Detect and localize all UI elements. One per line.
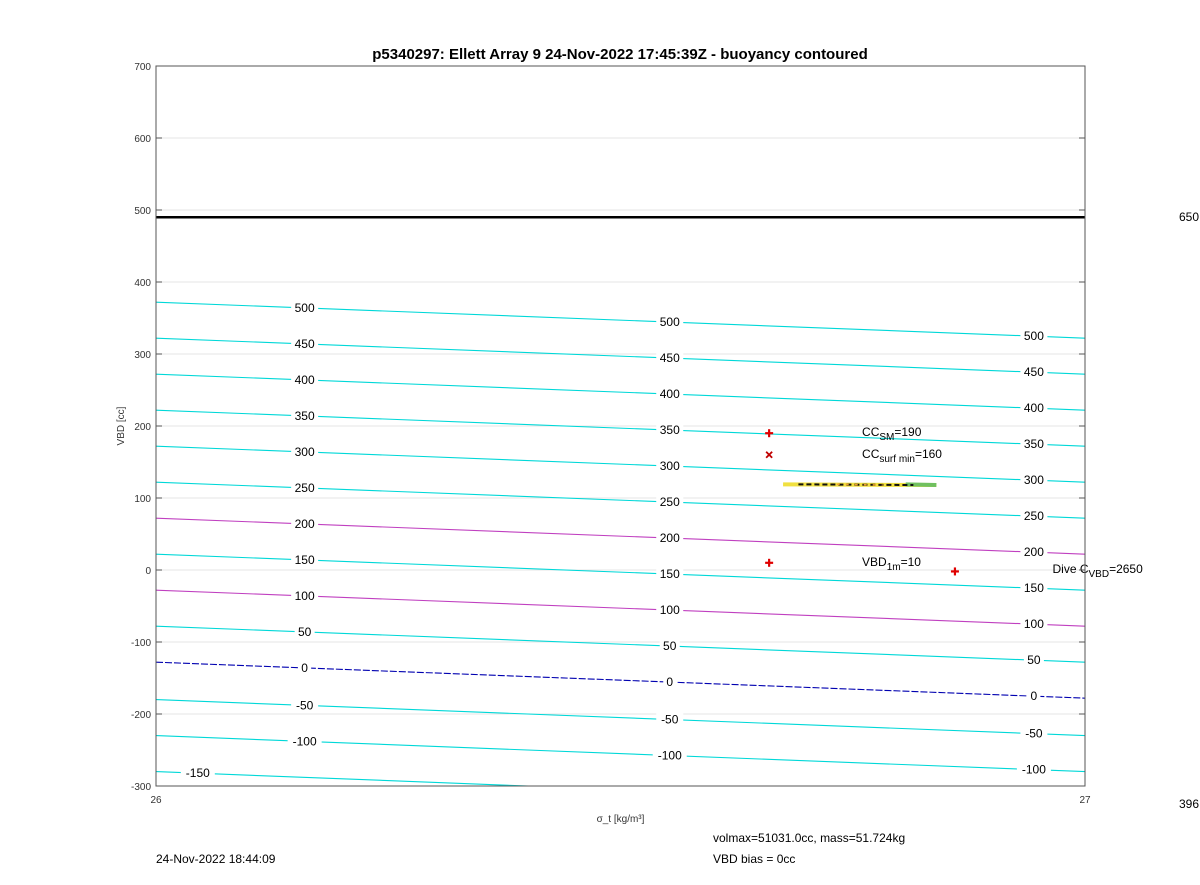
y-tick-label: 600 bbox=[134, 134, 151, 145]
contour-label: 450 bbox=[659, 351, 680, 366]
contour-label: 100 bbox=[1023, 617, 1044, 632]
contour-label: 450 bbox=[294, 336, 315, 351]
contour-label: -100 bbox=[657, 748, 682, 763]
contour-label: 400 bbox=[1023, 401, 1044, 416]
y-tick-label: 0 bbox=[145, 566, 151, 577]
contour-label: 350 bbox=[294, 408, 315, 423]
contour-label: 400 bbox=[294, 372, 315, 387]
contour-label: -50 bbox=[661, 712, 679, 727]
contour-label: 250 bbox=[294, 480, 315, 495]
contour-label: 250 bbox=[1023, 509, 1044, 524]
x-tick-label: 27 bbox=[1079, 795, 1091, 806]
contour-label: 300 bbox=[294, 444, 315, 459]
y-tick-label: 500 bbox=[134, 206, 151, 217]
y-tick-label: 200 bbox=[134, 422, 151, 433]
contour-label: -50 bbox=[1025, 726, 1043, 741]
footer-volmax: volmax=51031.0cc, mass=51.724kg bbox=[713, 831, 906, 845]
contour-label: 500 bbox=[294, 300, 315, 315]
chart-title: p5340297: Ellett Array 9 24-Nov-2022 17:45:39Z - buoyancy contoured bbox=[372, 46, 868, 63]
contour-label: 200 bbox=[294, 516, 315, 531]
contour-label: -150 bbox=[185, 766, 210, 781]
contour-label: 200 bbox=[1023, 545, 1044, 560]
contour-label: 200 bbox=[659, 531, 680, 546]
contour-label: 500 bbox=[659, 315, 680, 330]
contour-label: 50 bbox=[663, 639, 677, 654]
y-axis-label: VBD [cc] bbox=[116, 406, 127, 446]
contour-label: 150 bbox=[1023, 581, 1044, 596]
contour-label: 350 bbox=[659, 423, 680, 438]
contour-label: 300 bbox=[659, 459, 680, 474]
contour-label: 100 bbox=[659, 603, 680, 618]
y-tick-label: -200 bbox=[130, 710, 151, 721]
contour-label: -100 bbox=[1021, 762, 1046, 777]
max-line-right-label: 650 bbox=[1179, 210, 1200, 224]
contour-label: 250 bbox=[659, 495, 680, 510]
annotation: $CC_{surf min}=160$ bbox=[862, 446, 942, 465]
contour-label: -50 bbox=[295, 698, 314, 713]
footer-bias: VBD bias = 0cc bbox=[713, 852, 796, 866]
contour-label: 500 bbox=[1023, 329, 1044, 344]
y-tick-label: 100 bbox=[134, 494, 151, 505]
annotation: $VBD_{1m}=10$ bbox=[862, 554, 921, 573]
y-tick-label: -100 bbox=[130, 638, 151, 649]
x-axis-label: σ_t [kg/m³] bbox=[596, 814, 645, 825]
y-tick-label: 300 bbox=[134, 350, 151, 361]
y-tick-label: 700 bbox=[134, 62, 151, 73]
y-tick-label: -300 bbox=[130, 782, 151, 793]
dive-track bbox=[783, 484, 936, 485]
contour-label: 400 bbox=[659, 387, 680, 402]
contour-label: 150 bbox=[659, 567, 680, 582]
contour-label: 50 bbox=[297, 624, 312, 639]
x-tick-label: 26 bbox=[150, 795, 162, 806]
bottom-right-label: 396 bbox=[1179, 797, 1200, 811]
contour-label: 300 bbox=[1023, 473, 1044, 488]
contour-label: 0 bbox=[1030, 689, 1038, 704]
y-tick-label: 400 bbox=[134, 278, 151, 289]
track-green bbox=[906, 484, 937, 485]
contour-label: -100 bbox=[292, 734, 317, 749]
contour-label: 150 bbox=[294, 552, 315, 567]
annotation: $CC_{SM}=190$ bbox=[862, 425, 922, 444]
contour-label: 350 bbox=[1023, 437, 1044, 452]
footer-timestamp: 24-Nov-2022 18:44:09 bbox=[156, 852, 276, 866]
contour-label: 50 bbox=[1027, 653, 1041, 668]
contour-label: 0 bbox=[301, 660, 308, 675]
annotation: Dive $C_{VBD}=2650$ bbox=[1052, 562, 1143, 580]
contour-label: 0 bbox=[666, 675, 674, 690]
contour-label: 100 bbox=[294, 588, 315, 603]
contour-label: 450 bbox=[1023, 365, 1044, 380]
